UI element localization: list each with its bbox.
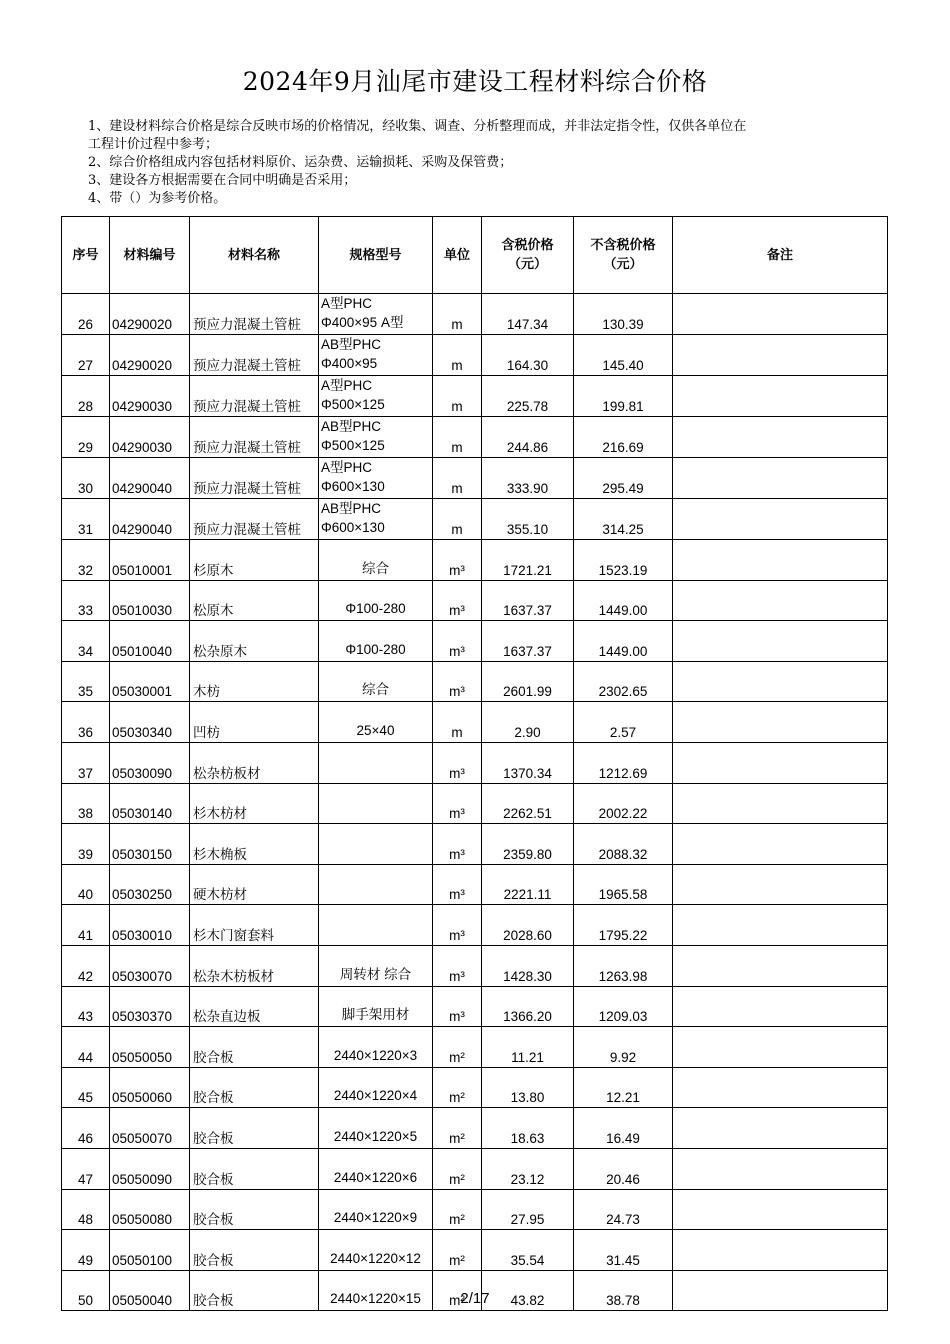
- header-remark: 备注: [673, 217, 888, 294]
- cell-unit: m²: [433, 1067, 482, 1108]
- cell-code: 04290020: [110, 335, 190, 376]
- cell-price-notax: 1209.03: [574, 986, 673, 1027]
- cell-price-notax: 130.39: [574, 294, 673, 335]
- cell-price-notax: 20.46: [574, 1148, 673, 1189]
- cell-name: 杉木门窗套料: [190, 905, 319, 946]
- cell-remark: [673, 621, 888, 662]
- cell-price-tax: 1366.20: [482, 986, 574, 1027]
- cell-name: 木枋: [190, 661, 319, 702]
- cell-price-notax: 2302.65: [574, 661, 673, 702]
- cell-price-notax: 216.69: [574, 417, 673, 458]
- cell-spec: 综合: [319, 661, 433, 702]
- cell-unit: m²: [433, 1027, 482, 1068]
- cell-unit: m: [433, 294, 482, 335]
- cell-code: 05010030: [110, 580, 190, 621]
- cell-code: 05030070: [110, 945, 190, 986]
- cell-spec: Φ100-280: [319, 580, 433, 621]
- cell-code: 05050050: [110, 1027, 190, 1068]
- cell-price-tax: 2028.60: [482, 905, 574, 946]
- cell-remark: [673, 335, 888, 376]
- cell-spec: [319, 905, 433, 946]
- note-line: 4、带（）为参考价格。: [88, 191, 227, 206]
- cell-code: 05010001: [110, 540, 190, 581]
- cell-spec: AB型PHC Φ400×95: [319, 335, 433, 376]
- cell-price-notax: 1263.98: [574, 945, 673, 986]
- cell-spec: [319, 824, 433, 865]
- table-row: [62, 783, 888, 824]
- cell-spec: [319, 783, 433, 824]
- cell-remark: [673, 540, 888, 581]
- cell-price-tax: 27.95: [482, 1189, 574, 1230]
- cell-spec: 脚手架用材: [319, 986, 433, 1027]
- cell-name: 胶合板: [190, 1148, 319, 1189]
- cell-unit: m³: [433, 864, 482, 905]
- cell-name: 预应力混凝土管桩: [190, 335, 319, 376]
- cell-price-tax: 13.80: [482, 1067, 574, 1108]
- cell-remark: [673, 905, 888, 946]
- cell-remark: [673, 824, 888, 865]
- table-row: [62, 1189, 888, 1230]
- cell-spec: 综合: [319, 540, 433, 581]
- cell-code: 05050080: [110, 1189, 190, 1230]
- cell-code: 05030010: [110, 905, 190, 946]
- cell-spec: 25×40: [319, 702, 433, 743]
- cell-name: 杉原木: [190, 540, 319, 581]
- cell-price-tax: 333.90: [482, 458, 574, 499]
- cell-code: 04290030: [110, 376, 190, 417]
- header-idx: 序号: [62, 217, 110, 294]
- cell-idx: 36: [62, 702, 110, 743]
- cell-code: 04290040: [110, 499, 190, 540]
- cell-price-tax: 355.10: [482, 499, 574, 540]
- table-row: [62, 1108, 888, 1149]
- cell-price-notax: 1449.00: [574, 580, 673, 621]
- cell-remark: [673, 376, 888, 417]
- cell-name: 松原木: [190, 580, 319, 621]
- table-row: [62, 335, 888, 376]
- cell-idx: 49: [62, 1230, 110, 1271]
- cell-idx: 30: [62, 458, 110, 499]
- cell-price-notax: 2.57: [574, 702, 673, 743]
- cell-price-tax: 164.30: [482, 335, 574, 376]
- cell-price-notax: 2088.32: [574, 824, 673, 865]
- table-row: [62, 986, 888, 1027]
- cell-spec: Φ100-280: [319, 621, 433, 662]
- table-row: [62, 905, 888, 946]
- header-price-tax: 含税价格 （元）: [482, 217, 574, 294]
- cell-idx: 28: [62, 376, 110, 417]
- cell-remark: [673, 783, 888, 824]
- cell-remark: [673, 1067, 888, 1108]
- table-row: [62, 945, 888, 986]
- cell-remark: [673, 986, 888, 1027]
- cell-remark: [673, 1108, 888, 1149]
- cell-remark: [673, 499, 888, 540]
- cell-code: 04290040: [110, 458, 190, 499]
- cell-remark: [673, 742, 888, 783]
- cell-spec: 2440×1220×4: [319, 1067, 433, 1108]
- table-row: [62, 702, 888, 743]
- cell-code: 05050070: [110, 1108, 190, 1149]
- header-price-notax: 不含税价格 （元）: [574, 217, 673, 294]
- cell-spec: [319, 864, 433, 905]
- table-row: [62, 540, 888, 581]
- cell-unit: m²: [433, 1270, 482, 1311]
- cell-price-tax: 2221.11: [482, 864, 574, 905]
- cell-unit: m: [433, 335, 482, 376]
- cell-name: 胶合板: [190, 1270, 319, 1311]
- header-spec: 规格型号: [319, 217, 433, 294]
- cell-name: 松杂原木: [190, 621, 319, 662]
- cell-name: 松杂木枋板材: [190, 945, 319, 986]
- cell-idx: 41: [62, 905, 110, 946]
- cell-code: 05030340: [110, 702, 190, 743]
- table-row: [62, 864, 888, 905]
- table-row: [62, 661, 888, 702]
- cell-remark: [673, 580, 888, 621]
- cell-unit: m³: [433, 945, 482, 986]
- cell-price-tax: 2262.51: [482, 783, 574, 824]
- cell-remark: [673, 1189, 888, 1230]
- cell-price-notax: 199.81: [574, 376, 673, 417]
- cell-name: 松杂枋板材: [190, 742, 319, 783]
- note-line: 3、建设各方根据需要在合同中明确是否采用；: [88, 173, 357, 188]
- cell-price-notax: 1795.22: [574, 905, 673, 946]
- cell-code: 04290020: [110, 294, 190, 335]
- cell-idx: 50: [62, 1270, 110, 1311]
- cell-price-notax: 38.78: [574, 1270, 673, 1311]
- cell-idx: 34: [62, 621, 110, 662]
- cell-price-notax: 295.49: [574, 458, 673, 499]
- cell-spec: AB型PHC Φ500×125: [319, 417, 433, 458]
- cell-code: 05050060: [110, 1067, 190, 1108]
- cell-code: 05030090: [110, 742, 190, 783]
- cell-remark: [673, 864, 888, 905]
- cell-spec: 2440×1220×6: [319, 1148, 433, 1189]
- price-table: [61, 216, 888, 1311]
- cell-code: 04290030: [110, 417, 190, 458]
- cell-price-tax: 35.54: [482, 1230, 574, 1271]
- cell-unit: m³: [433, 742, 482, 783]
- document-title: 2024年9月汕尾市建设工程材料综合价格: [242, 67, 708, 96]
- cell-name: 胶合板: [190, 1108, 319, 1149]
- table-header-row: [62, 217, 888, 294]
- cell-price-tax: 2.90: [482, 702, 574, 743]
- cell-unit: m²: [433, 1148, 482, 1189]
- cell-remark: [673, 1148, 888, 1189]
- header-name: 材料名称: [190, 217, 319, 294]
- cell-remark: [673, 417, 888, 458]
- cell-unit: m³: [433, 661, 482, 702]
- table-row: [62, 1230, 888, 1271]
- cell-price-tax: 2359.80: [482, 824, 574, 865]
- cell-unit: m: [433, 417, 482, 458]
- header-unit: 单位: [433, 217, 482, 294]
- cell-name: 预应力混凝土管桩: [190, 376, 319, 417]
- cell-code: 05050090: [110, 1148, 190, 1189]
- cell-name: 杉木桷板: [190, 824, 319, 865]
- cell-name: 凹枋: [190, 702, 319, 743]
- cell-name: 松杂直边板: [190, 986, 319, 1027]
- cell-code: 05050100: [110, 1230, 190, 1271]
- note-line: 工程计价过程中参考；: [88, 137, 219, 152]
- cell-unit: m³: [433, 580, 482, 621]
- table-row: [62, 294, 888, 335]
- cell-unit: m²: [433, 1230, 482, 1271]
- cell-remark: [673, 945, 888, 986]
- cell-remark: [673, 1230, 888, 1271]
- cell-spec: 周转材 综合: [319, 945, 433, 986]
- cell-name: 预应力混凝土管桩: [190, 294, 319, 335]
- cell-name: 胶合板: [190, 1067, 319, 1108]
- cell-code: 05030001: [110, 661, 190, 702]
- cell-unit: m³: [433, 824, 482, 865]
- cell-idx: 45: [62, 1067, 110, 1108]
- cell-idx: 37: [62, 742, 110, 783]
- cell-spec: 2440×1220×12: [319, 1230, 433, 1271]
- cell-idx: 38: [62, 783, 110, 824]
- cell-idx: 42: [62, 945, 110, 986]
- cell-idx: 39: [62, 824, 110, 865]
- cell-price-tax: 1637.37: [482, 580, 574, 621]
- cell-price-notax: 1449.00: [574, 621, 673, 662]
- cell-unit: m³: [433, 783, 482, 824]
- cell-price-tax: 225.78: [482, 376, 574, 417]
- cell-remark: [673, 702, 888, 743]
- cell-unit: m³: [433, 540, 482, 581]
- cell-idx: 48: [62, 1189, 110, 1230]
- table-row: [62, 417, 888, 458]
- cell-price-notax: 31.45: [574, 1230, 673, 1271]
- cell-price-notax: 16.49: [574, 1108, 673, 1149]
- cell-idx: 46: [62, 1108, 110, 1149]
- cell-name: 胶合板: [190, 1230, 319, 1271]
- cell-idx: 26: [62, 294, 110, 335]
- cell-price-notax: 24.73: [574, 1189, 673, 1230]
- cell-price-notax: 12.21: [574, 1067, 673, 1108]
- cell-spec: 2440×1220×9: [319, 1189, 433, 1230]
- notes-block: [88, 118, 878, 208]
- cell-remark: [673, 661, 888, 702]
- header-code: 材料编号: [110, 217, 190, 294]
- cell-spec: AB型PHC Φ600×130: [319, 499, 433, 540]
- note-line: 2、综合价格组成内容包括材料原价、运杂费、运输损耗、采购及保管费；: [88, 155, 513, 170]
- cell-price-tax: 43.82: [482, 1270, 574, 1311]
- table-row: [62, 1067, 888, 1108]
- cell-unit: m³: [433, 986, 482, 1027]
- cell-price-notax: 1523.19: [574, 540, 673, 581]
- cell-unit: m: [433, 499, 482, 540]
- table-row: [62, 499, 888, 540]
- cell-code: 05030140: [110, 783, 190, 824]
- cell-remark: [673, 458, 888, 499]
- cell-price-notax: 2002.22: [574, 783, 673, 824]
- cell-code: 05030370: [110, 986, 190, 1027]
- cell-code: 05030250: [110, 864, 190, 905]
- cell-idx: 43: [62, 986, 110, 1027]
- cell-spec: A型PHC Φ400×95 A型: [319, 294, 433, 335]
- cell-unit: m²: [433, 1189, 482, 1230]
- cell-name: 预应力混凝土管桩: [190, 499, 319, 540]
- cell-name: 杉木枋材: [190, 783, 319, 824]
- table-row: [62, 824, 888, 865]
- cell-name: 胶合板: [190, 1027, 319, 1068]
- table-row: [62, 621, 888, 662]
- cell-code: 05010040: [110, 621, 190, 662]
- note-line: 1、建设材料综合价格是综合反映市场的价格情况，经收集、调查、分析整理而成，并非法定指令性，仅供各单位在: [88, 119, 747, 134]
- cell-unit: m: [433, 376, 482, 417]
- cell-price-tax: 11.21: [482, 1027, 574, 1068]
- cell-price-notax: 9.92: [574, 1027, 673, 1068]
- cell-code: 05050040: [110, 1270, 190, 1311]
- cell-remark: [673, 1027, 888, 1068]
- cell-price-notax: 314.25: [574, 499, 673, 540]
- cell-price-tax: 1721.21: [482, 540, 574, 581]
- cell-idx: 31: [62, 499, 110, 540]
- cell-spec: A型PHC Φ600×130: [319, 458, 433, 499]
- cell-price-tax: 244.86: [482, 417, 574, 458]
- cell-price-tax: 2601.99: [482, 661, 574, 702]
- cell-price-notax: 1965.58: [574, 864, 673, 905]
- cell-price-notax: 1212.69: [574, 742, 673, 783]
- cell-idx: 33: [62, 580, 110, 621]
- cell-spec: 2440×1220×5: [319, 1108, 433, 1149]
- table-row: [62, 1148, 888, 1189]
- cell-spec: A型PHC Φ500×125: [319, 376, 433, 417]
- cell-unit: m³: [433, 621, 482, 662]
- cell-unit: m: [433, 458, 482, 499]
- cell-name: 预应力混凝土管桩: [190, 417, 319, 458]
- cell-idx: 29: [62, 417, 110, 458]
- cell-price-tax: 18.63: [482, 1108, 574, 1149]
- cell-spec: 2440×1220×3: [319, 1027, 433, 1068]
- cell-unit: m²: [433, 1108, 482, 1149]
- table-row: [62, 580, 888, 621]
- cell-remark: [673, 294, 888, 335]
- table-row: [62, 376, 888, 417]
- cell-unit: m: [433, 702, 482, 743]
- cell-price-tax: 1370.34: [482, 742, 574, 783]
- cell-idx: 47: [62, 1148, 110, 1189]
- cell-price-tax: 1637.37: [482, 621, 574, 662]
- cell-idx: 32: [62, 540, 110, 581]
- table-row: [62, 742, 888, 783]
- cell-name: 硬木枋材: [190, 864, 319, 905]
- table-row: [62, 1027, 888, 1068]
- cell-price-notax: 145.40: [574, 335, 673, 376]
- cell-code: 05030150: [110, 824, 190, 865]
- cell-price-tax: 147.34: [482, 294, 574, 335]
- cell-price-tax: 1428.30: [482, 945, 574, 986]
- table-row: [62, 458, 888, 499]
- page-number: 2/17: [460, 1290, 490, 1307]
- cell-unit: m³: [433, 905, 482, 946]
- cell-idx: 35: [62, 661, 110, 702]
- cell-price-tax: 23.12: [482, 1148, 574, 1189]
- cell-name: 预应力混凝土管桩: [190, 458, 319, 499]
- cell-idx: 44: [62, 1027, 110, 1068]
- cell-idx: 27: [62, 335, 110, 376]
- cell-spec: [319, 742, 433, 783]
- cell-name: 胶合板: [190, 1189, 319, 1230]
- cell-idx: 40: [62, 864, 110, 905]
- cell-spec: 2440×1220×15: [319, 1270, 433, 1311]
